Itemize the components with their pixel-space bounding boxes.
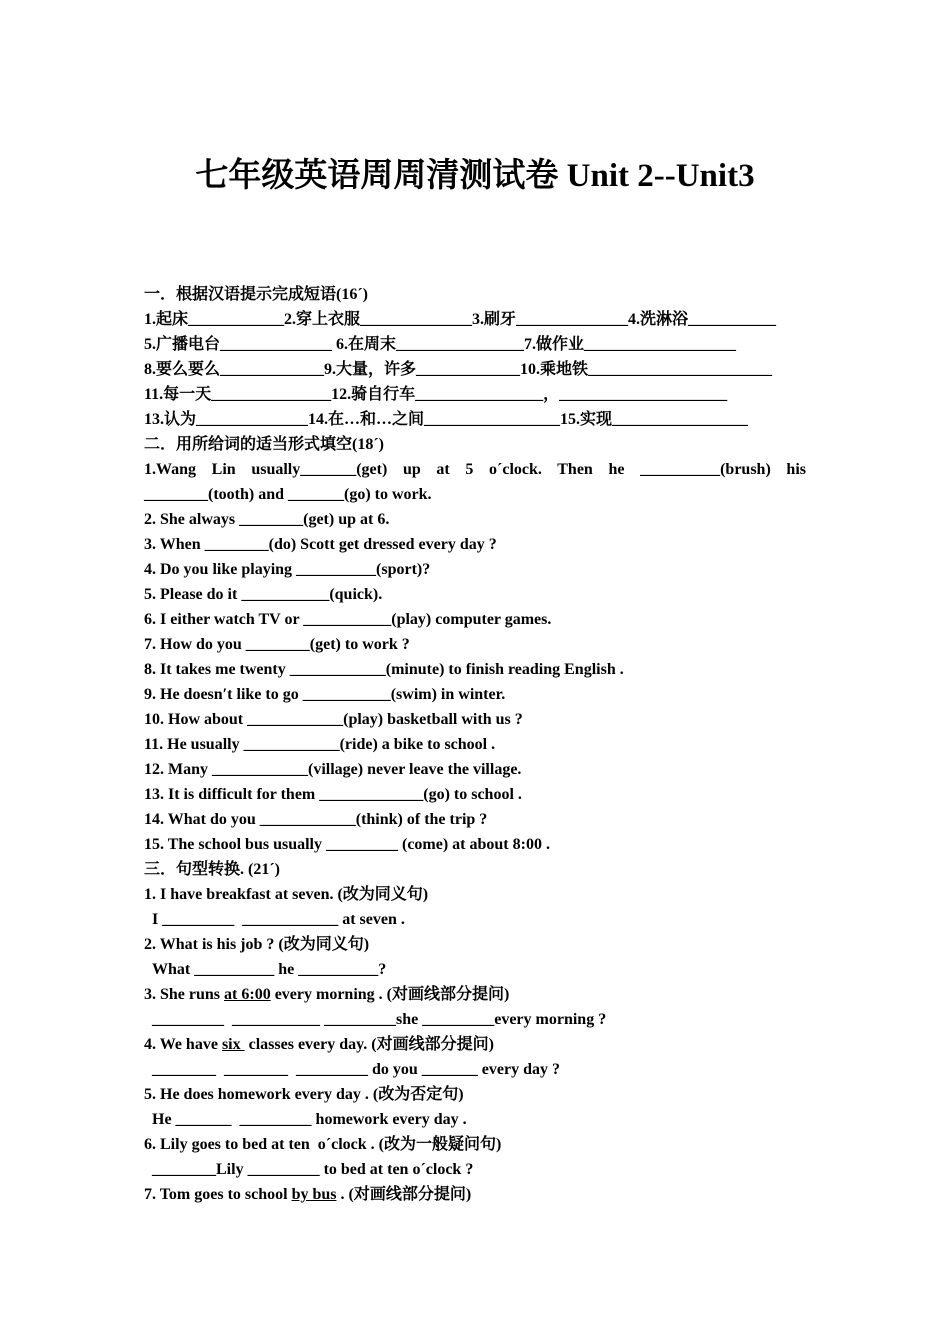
- underlined-phrase: six: [221, 1036, 245, 1053]
- section2-question: 8. It takes me twenty ____________(minute) to finish reading English .: [144, 661, 624, 678]
- section3-answer-line: He _______ _________ homework every day .: [152, 1111, 467, 1128]
- section2-question: 6. I either watch TV or ___________(play) computer games.: [144, 611, 552, 628]
- section3-question: 2. What is his job ? (改为同义句): [144, 936, 370, 953]
- section3-question: [144, 1032, 806, 1057]
- section3-question: 6. Lily goes to bed at ten o´clock . (改为一般疑问句): [144, 1136, 502, 1153]
- question-text: 4. We have: [144, 1036, 222, 1053]
- section2-question: 3. When ________(do) Scott get dressed every day ?: [144, 536, 497, 553]
- section2-question: 2. She always ________(get) up at 6.: [144, 511, 390, 528]
- section2-question: 9. He doesn′t like to go ___________(swim) in winter.: [144, 686, 506, 703]
- page-title: 七年级英语周周清测试卷 Unit 2--Unit3: [195, 158, 755, 194]
- section3-question: 1. I have breakfast at seven. (改为同义句): [144, 886, 429, 903]
- question-text: 3. She runs: [144, 986, 225, 1003]
- section2-question-1: 1.Wang Lin usually_______(get) up at 5 o´clock. Then he __________(brush) his: [144, 461, 806, 478]
- section2-question: 5. Please do it ___________(quick).: [144, 586, 383, 603]
- section3-answer-line: I _________ ____________ at seven .: [152, 911, 405, 928]
- section3-answer-line: What __________ he __________?: [152, 961, 387, 978]
- section3-answer-line: ________ ________ _________ do you _______ every day ?: [152, 1061, 560, 1078]
- section2-heading: 二．用所给词的适当形式填空(18´): [144, 436, 384, 453]
- section3-question: [144, 1182, 806, 1207]
- section2-question: 11. He usually ____________(ride) a bike to school .: [144, 736, 496, 753]
- question-text: classes every day. (对画线部分提问): [244, 1036, 494, 1053]
- section2-question: 14. What do you ____________(think) of the trip ?: [144, 811, 488, 828]
- section3-question: [144, 982, 806, 1007]
- section2-question: 7. How do you ________(get) to work ?: [144, 636, 410, 653]
- section2-question: 15. The school bus usually _________ (come) at about 8:00 .: [144, 836, 550, 853]
- question-text: every morning . (对画线部分提问): [270, 986, 510, 1003]
- section3-question: 5. He does homework every day . (改为否定句): [144, 1086, 464, 1103]
- question-text: . (对画线部分提问): [336, 1186, 472, 1203]
- section1-heading: 一．根据汉语提示完成短语(16´): [144, 286, 368, 303]
- section3-answer-line: ________Lily _________ to bed at ten o´clock ?: [152, 1161, 474, 1178]
- section1-line: 11.每一天_______________12.骑自行车________________，_____________________: [144, 386, 728, 403]
- section1-line: 8.要么要么_____________9.大量，许多_____________10.乘地铁_______________________: [144, 361, 773, 378]
- section1-line: 13.认为______________14.在…和…之间_________________15.实现_________________: [144, 411, 749, 428]
- section2-question: 10. How about ____________(play) basketball with us ?: [144, 711, 523, 728]
- underlined-phrase: at 6:00: [224, 986, 271, 1003]
- question-text: 7. Tom goes to school: [144, 1186, 292, 1203]
- section2-question: 12. Many ____________(village) never leave the village.: [144, 761, 522, 778]
- section1-line: 5.广播电台______________ 6.在周末________________7.做作业___________________: [144, 336, 737, 353]
- section2-question: 4. Do you like playing __________(sport)?: [144, 561, 431, 578]
- section3-answer-line: _________ ___________ _________she _________every morning ?: [152, 1011, 607, 1028]
- section1-line: 1.起床____________2.穿上衣服______________3.刷牙______________4.洗淋浴___________: [144, 311, 777, 328]
- section2-question-1-cont: ________(tooth) and _______(go) to work.: [144, 486, 432, 503]
- underlined-phrase: by bus: [291, 1186, 337, 1203]
- section2-question: 13. It is difficult for them _____________(go) to school .: [144, 786, 522, 803]
- worksheet-body: [144, 282, 806, 1207]
- section3-heading: 三．句型转换. (21´): [144, 861, 280, 878]
